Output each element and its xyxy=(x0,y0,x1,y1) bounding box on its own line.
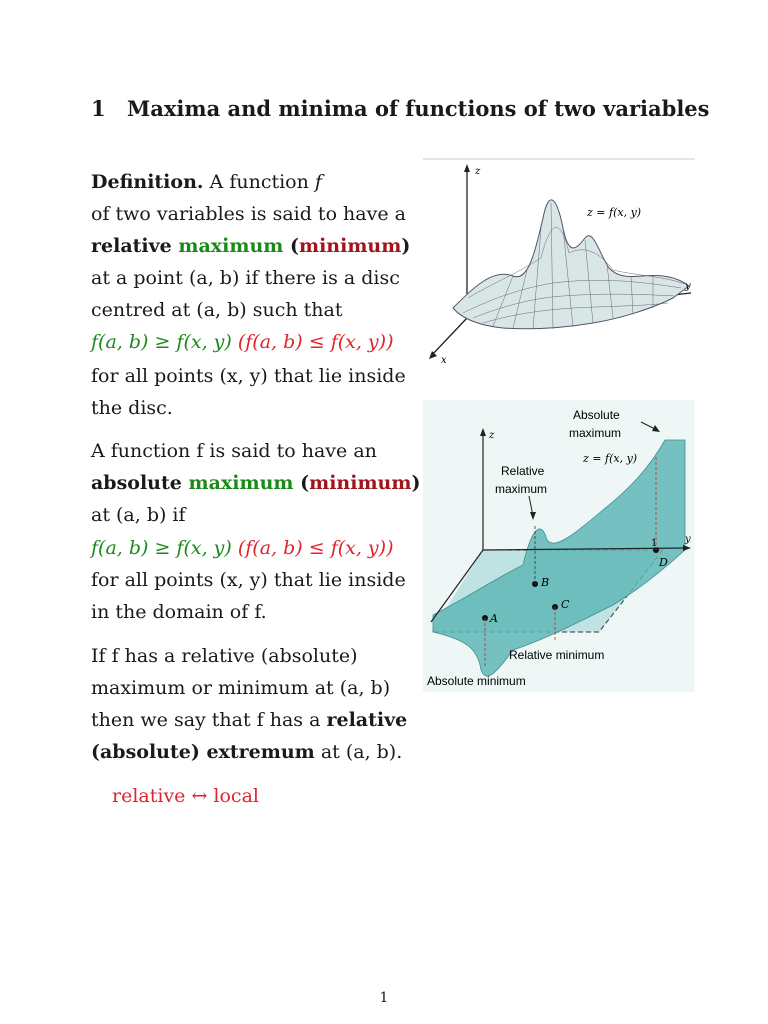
figure-surface-plot xyxy=(423,158,695,366)
definition-line-7: for all points (x, y) that lie inside xyxy=(91,365,406,387)
minimum-term: minimum xyxy=(298,235,402,257)
relative-local-note: relative ↔ local xyxy=(112,785,259,807)
fig2-one-label: 1 xyxy=(651,538,658,549)
fig1-equation: z = f(x, y) xyxy=(587,206,642,219)
definition-line-4: at a point (a, b) if there is a disc xyxy=(91,267,400,289)
fig1-x-label: x xyxy=(441,355,447,366)
definition-line-3: relative maximum (minimum) xyxy=(91,235,411,257)
maximum-term: maximum xyxy=(178,235,284,257)
surface-shape xyxy=(433,440,685,676)
section-title: Maxima and minima of functions of two variables xyxy=(127,96,710,121)
extremum-line-1: If f has a relative (absolute) xyxy=(91,645,358,667)
abs-min-inequality: (f(a, b) ≤ f(x, y)) xyxy=(237,537,394,559)
section-heading xyxy=(91,96,709,121)
fig2-d-label: D xyxy=(659,556,668,569)
fig1-z-label: z xyxy=(475,166,481,177)
absolute-line-3: at (a, b) if xyxy=(91,504,186,526)
absolute-line-5: for all points (x, y) that lie inside xyxy=(91,569,406,591)
abs-maximum-term: maximum xyxy=(188,472,294,494)
extremum-line-3: then we say that f has a relative xyxy=(91,709,408,731)
absolute-term: absolute xyxy=(91,472,182,494)
abs-minimum-term: minimum xyxy=(309,472,412,494)
definition-label: Definition. xyxy=(91,171,204,193)
fig2-equation: z = f(x, y) xyxy=(583,452,638,465)
abs-max-inequality: f(a, b) ≥ f(x, y) xyxy=(91,537,232,559)
absolute-line-1: A function f is said to have an xyxy=(91,440,377,462)
relative-term: relative xyxy=(91,235,172,257)
abs-max-label-1: Absolute xyxy=(573,408,620,422)
definition-inequality xyxy=(91,330,394,354)
abs-min-label: Absolute minimum xyxy=(427,674,526,688)
fig2-z-label: z xyxy=(489,430,495,441)
absolute-line-6: in the domain of f. xyxy=(91,601,267,623)
definition-line-1: Definition. A function f xyxy=(91,171,322,193)
page-number: 1 xyxy=(379,990,389,1006)
figure-extrema-plot xyxy=(423,400,695,692)
rel-min-label: Relative minimum xyxy=(509,648,605,662)
rel-max-label-2: maximum xyxy=(495,482,548,496)
x-axis xyxy=(431,318,467,356)
abs-max-label-2: maximum xyxy=(569,426,622,440)
absolute-line-2: absolute maximum (minimum) xyxy=(91,472,421,494)
fig2-a-label: A xyxy=(490,612,498,625)
definition-line-5: centred at (a, b) such that xyxy=(91,299,343,321)
fig2-c-label: C xyxy=(561,598,570,611)
section-number: 1 xyxy=(91,96,106,121)
max-inequality: f(a, b) ≥ f(x, y) xyxy=(91,331,232,353)
definition-line-8: the disc. xyxy=(91,397,173,419)
definition-line-2: of two variables is said to have a xyxy=(91,203,406,225)
min-inequality: (f(a, b) ≤ f(x, y)) xyxy=(237,331,394,353)
fig2-y-label: y xyxy=(685,534,691,545)
extremum-line-4: (absolute) extremum at (a, b). xyxy=(91,741,403,763)
absolute-inequality xyxy=(91,536,394,560)
extremum-line-2: maximum or minimum at (a, b) xyxy=(91,677,391,699)
fig2-b-label: B xyxy=(541,576,550,589)
fig1-y-label: y xyxy=(685,281,691,292)
rel-max-label-1: Relative xyxy=(501,464,545,478)
